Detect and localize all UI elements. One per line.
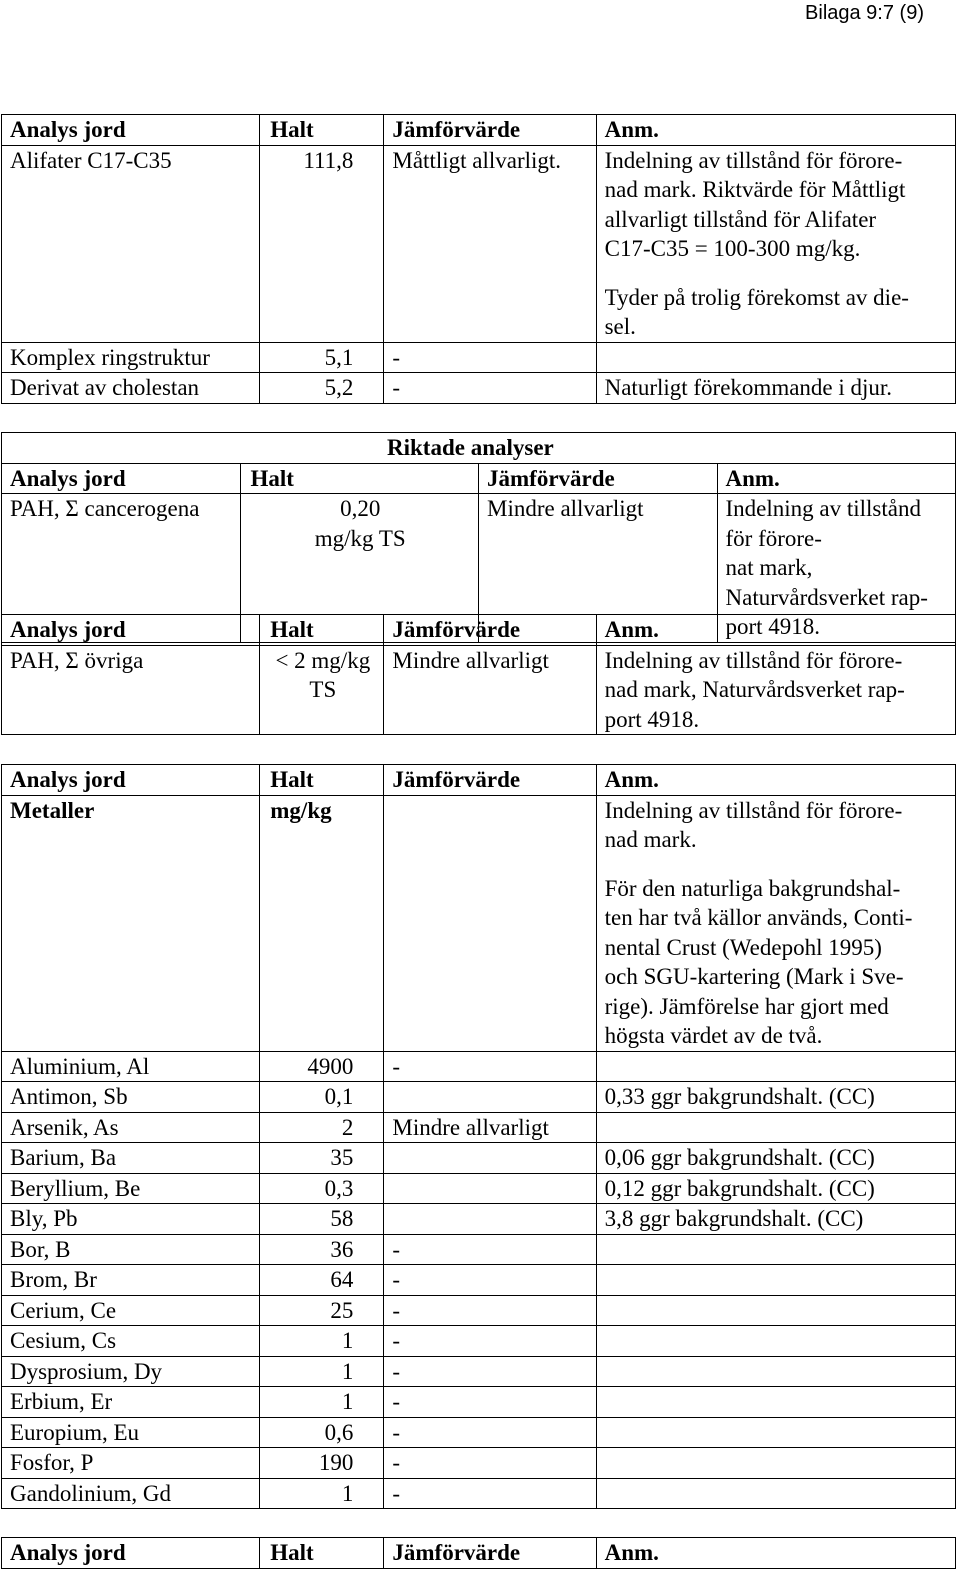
group-unit: mg/kg xyxy=(260,795,384,1051)
analyte-anm xyxy=(596,1417,955,1448)
analyte-anm: Indelning av tillstånd för förore- nad mark, Naturvårdsverket rap- port 4918. xyxy=(596,645,955,735)
analyte-halt: 1 xyxy=(260,1356,384,1387)
analyte-jamforvarde: - xyxy=(384,373,596,404)
analyte-anm: 0,12 ggr bakgrundshalt. (CC) xyxy=(596,1173,955,1204)
analyte-jamforvarde: - xyxy=(384,1387,596,1418)
analyte-name: Erbium, Er xyxy=(2,1387,260,1418)
table-row xyxy=(2,1417,956,1448)
analysis-table-pah-cancerogena xyxy=(1,432,956,643)
analyte-name: Fosfor, P xyxy=(2,1448,260,1479)
section-heading: Riktade analyser xyxy=(2,433,956,464)
analyte-halt: 2 xyxy=(260,1112,384,1143)
table-row xyxy=(2,1478,956,1509)
analyte-jamforvarde: - xyxy=(384,1448,596,1479)
analyte-jamforvarde: - xyxy=(384,342,596,373)
col-header-halt: Halt xyxy=(260,765,384,796)
col-header-anm: Anm. xyxy=(596,615,955,646)
analysis-table-pah-ovriga xyxy=(1,614,956,735)
analyte-jamforvarde xyxy=(384,1082,596,1113)
table-row xyxy=(2,1356,956,1387)
analysis-table-continued xyxy=(1,1537,956,1569)
table-row xyxy=(2,1326,956,1357)
analyte-name: Bor, B xyxy=(2,1234,260,1265)
table-row xyxy=(2,342,956,373)
analyte-anm xyxy=(596,1448,955,1479)
col-header-anm: Anm. xyxy=(717,463,956,494)
analyte-name: Antimon, Sb xyxy=(2,1082,260,1113)
analyte-anm xyxy=(596,1356,955,1387)
analyte-name: Dysprosium, Dy xyxy=(2,1356,260,1387)
group-anm xyxy=(596,795,955,1051)
table-group-row xyxy=(2,795,956,1051)
analyte-anm xyxy=(596,1326,955,1357)
table-header-row xyxy=(2,765,956,796)
analyte-name: Beryllium, Be xyxy=(2,1173,260,1204)
analyte-jamforvarde: Måttligt allvarligt. xyxy=(384,145,596,342)
group-jamforvarde xyxy=(384,795,596,1051)
col-header-halt: Halt xyxy=(260,1538,384,1569)
analyte-jamforvarde: - xyxy=(384,1295,596,1326)
analyte-halt: 1 xyxy=(260,1478,384,1509)
table-header-row xyxy=(2,463,956,494)
analyte-anm: Indelning av tillstånd för förore- nat mark, Naturvårdsverket rap- port 4918. xyxy=(717,494,956,643)
analyte-halt: 1 xyxy=(260,1326,384,1357)
analyte-halt: 1 xyxy=(260,1387,384,1418)
col-header-jamforvarde: Jämförvärde xyxy=(384,115,596,146)
table-row xyxy=(2,1173,956,1204)
analyte-anm xyxy=(596,145,955,342)
analyte-name: Alifater C17-C35 xyxy=(2,145,260,342)
analyte-jamforvarde: - xyxy=(384,1265,596,1296)
analyte-name: Cesium, Cs xyxy=(2,1326,260,1357)
analyte-anm xyxy=(596,1112,955,1143)
table-header-row xyxy=(2,115,956,146)
col-header-analys: Analys jord xyxy=(2,463,241,494)
analyte-anm: 0,33 ggr bakgrundshalt. (CC) xyxy=(596,1082,955,1113)
analysis-table-general xyxy=(1,114,956,404)
analyte-jamforvarde: - xyxy=(384,1478,596,1509)
analyte-name: Barium, Ba xyxy=(2,1143,260,1174)
analyte-halt: 0,20 mg/kg TS xyxy=(240,494,479,643)
table-row xyxy=(2,1082,956,1113)
analyte-anm xyxy=(596,1051,955,1082)
col-header-analys: Analys jord xyxy=(2,765,260,796)
analyte-anm xyxy=(596,1234,955,1265)
analyte-jamforvarde: - xyxy=(384,1417,596,1448)
analyte-name: PAH, Σ övriga xyxy=(2,645,260,735)
table-row xyxy=(2,145,956,342)
col-header-jamforvarde: Jämförvärde xyxy=(384,1538,596,1569)
analyte-halt: 25 xyxy=(260,1295,384,1326)
analyte-name: PAH, Σ cancerogena xyxy=(2,494,241,643)
table-row xyxy=(2,1448,956,1479)
analyte-name: Aluminium, Al xyxy=(2,1051,260,1082)
table-row xyxy=(2,1265,956,1296)
analyte-name: Europium, Eu xyxy=(2,1417,260,1448)
analyte-anm xyxy=(596,1265,955,1296)
analyte-name: Arsenik, As xyxy=(2,1112,260,1143)
anm-paragraph: Indelning av tillstånd för förore- nad mark. xyxy=(604,797,903,852)
analyte-halt: < 2 mg/kg TS xyxy=(260,645,384,735)
analyte-halt: 36 xyxy=(260,1234,384,1265)
analyte-anm: 0,06 ggr bakgrundshalt. (CC) xyxy=(596,1143,955,1174)
table-header-row xyxy=(2,1538,956,1569)
table-row xyxy=(2,1234,956,1265)
analyte-halt: 64 xyxy=(260,1265,384,1296)
table-row xyxy=(2,645,956,735)
analyte-halt: 0,6 xyxy=(260,1417,384,1448)
analyte-anm: Naturligt förekommande i djur. xyxy=(596,373,955,404)
table-row xyxy=(2,1051,956,1082)
analyte-jamforvarde: Mindre allvarligt xyxy=(479,494,718,643)
analyte-jamforvarde xyxy=(384,1204,596,1235)
table-row xyxy=(2,1112,956,1143)
table-row xyxy=(2,1295,956,1326)
metal-rows xyxy=(2,1051,956,1509)
col-header-jamforvarde: Jämförvärde xyxy=(479,463,718,494)
analyte-jamforvarde: - xyxy=(384,1051,596,1082)
anm-paragraph: För den naturliga bakgrundshal- ten har två källor används, Conti- nental Crust (Wedepohl 1995) och SGU-kartering (Mark i Sve- rige). Jämförelse har gjort med högsta värdet av de två. xyxy=(604,875,913,1048)
analyte-jamforvarde: Mindre allvarligt xyxy=(384,1112,596,1143)
analyte-jamforvarde xyxy=(384,1173,596,1204)
analyte-halt: 5,2 xyxy=(260,373,384,404)
page-reference: Bilaga 9:7 (9) xyxy=(805,2,924,24)
analyte-halt: 0,3 xyxy=(260,1173,384,1204)
col-header-halt: Halt xyxy=(260,615,384,646)
col-header-anm: Anm. xyxy=(596,115,955,146)
col-header-anm: Anm. xyxy=(596,1538,955,1569)
analyte-name: Brom, Br xyxy=(2,1265,260,1296)
analyte-halt: 190 xyxy=(260,1448,384,1479)
analyte-name: Komplex ringstruktur xyxy=(2,342,260,373)
table-row xyxy=(2,1143,956,1174)
analyte-jamforvarde: - xyxy=(384,1234,596,1265)
analyte-anm: 3,8 ggr bakgrundshalt. (CC) xyxy=(596,1204,955,1235)
table-row xyxy=(2,1204,956,1235)
col-header-halt: Halt xyxy=(260,115,384,146)
col-header-analys: Analys jord xyxy=(2,1538,260,1569)
col-header-analys: Analys jord xyxy=(2,115,260,146)
analyte-halt: 4900 xyxy=(260,1051,384,1082)
analyte-jamforvarde: - xyxy=(384,1356,596,1387)
table-header-row xyxy=(2,615,956,646)
analyte-anm xyxy=(596,1295,955,1326)
group-name: Metaller xyxy=(2,795,260,1051)
col-header-jamforvarde: Jämförvärde xyxy=(384,615,596,646)
analyte-anm xyxy=(596,1478,955,1509)
analyte-name: Bly, Pb xyxy=(2,1204,260,1235)
col-header-anm: Anm. xyxy=(596,765,955,796)
table-row xyxy=(2,1387,956,1418)
analyte-halt: 0,1 xyxy=(260,1082,384,1113)
analyte-name: Cerium, Ce xyxy=(2,1295,260,1326)
analyte-anm xyxy=(596,342,955,373)
table-row xyxy=(2,373,956,404)
analyte-anm xyxy=(596,1387,955,1418)
analyte-jamforvarde xyxy=(384,1143,596,1174)
anm-paragraph: Tyder på trolig förekomst av die- sel. xyxy=(604,284,909,339)
analyte-halt: 58 xyxy=(260,1204,384,1235)
analyte-jamforvarde: Mindre allvarligt xyxy=(384,645,596,735)
analyte-halt: 35 xyxy=(260,1143,384,1174)
anm-paragraph: Indelning av tillstånd för förore- nad mark. Riktvärde för Måttligt allvarligt tillstånd för Alifater C17-C35 = 100-300 mg/kg. xyxy=(604,147,906,261)
analyte-halt: 111,8 xyxy=(260,145,384,342)
analyte-name: Gandolinium, Gd xyxy=(2,1478,260,1509)
analyte-name: Derivat av cholestan xyxy=(2,373,260,404)
col-header-halt: Halt xyxy=(240,463,479,494)
analyte-jamforvarde: - xyxy=(384,1326,596,1357)
analyte-halt: 5,1 xyxy=(260,342,384,373)
analysis-table-metaller xyxy=(1,764,956,1509)
col-header-analys: Analys jord xyxy=(2,615,260,646)
col-header-jamforvarde: Jämförvärde xyxy=(384,765,596,796)
